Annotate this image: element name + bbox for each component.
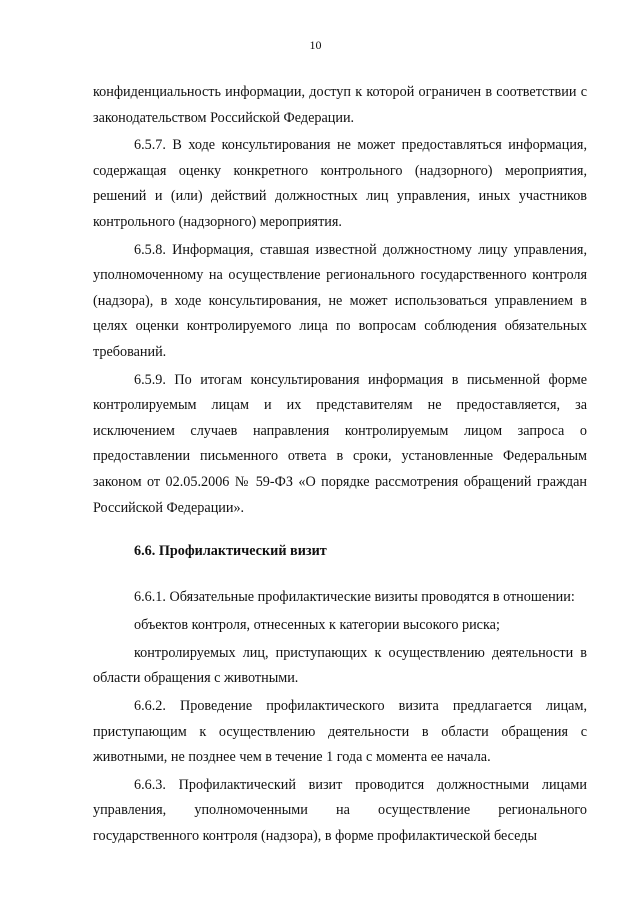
list-item-new-entities: контролируемых лиц, приступающих к осуществлению деятельности в области обращения с животными. (93, 644, 587, 687)
paragraph-6-5-9: 6.5.9. По итогам консультирования информация в письменной форме контролируемым лицам и их представителям не предоставляется, за исключением случаев направления контролируемым лицом запроса о предоставлении письменного ответа в сроки, установленные Федеральным законом от 02.05.2006 № 59-ФЗ «О порядке рассмотрения обращений граждан Российской Федерации». (93, 371, 587, 516)
paragraph-continuation: конфиденциальность информации, доступ к которой ограничен в соответствии с законодательством Российской Федерации. (93, 84, 587, 126)
list-item-high-risk-objects: объектов контроля, отнесенных к категории высокого риска; (134, 617, 500, 634)
paragraph-6-5-7: 6.5.7. В ходе консультирования не может предоставляться информация, содержащая оценку конкретного контрольного (надзорного) мероприятия, решений и (или) действий должностных лиц управления, иных участников контрольного (надзорного) мероприятия. (93, 137, 587, 230)
paragraph-6-6-1: 6.6.1. Обязательные профилактические визиты проводятся в отношении: (134, 588, 575, 605)
paragraph-6-6-3: 6.6.3. Профилактический визит проводится должностными лицами управления, уполномоченными на осуществление регионального государственного контроля (надзора), в форме профилактической беседы (93, 776, 587, 845)
section-heading-6-6: 6.6. Профилактический визит (134, 543, 327, 560)
paragraph-6-6-2: 6.6.2. Проведение профилактического визита предлагается лицам, приступающим к осуществлению деятельности в области обращения с животными, не позднее чем в течение 1 года с момента ее начала. (93, 698, 587, 766)
page-number: 10 (309, 38, 322, 52)
paragraph-6-5-8: 6.5.8. Информация, ставшая известной должностному лицу управления, уполномоченному на осуществление регионального государственного контроля (надзора), в ходе консультирования, не может использоваться управлением в целях оценки контролируемого лица по вопросам соблюдения обязательных требований. (93, 241, 587, 360)
document-body (93, 80, 587, 852)
